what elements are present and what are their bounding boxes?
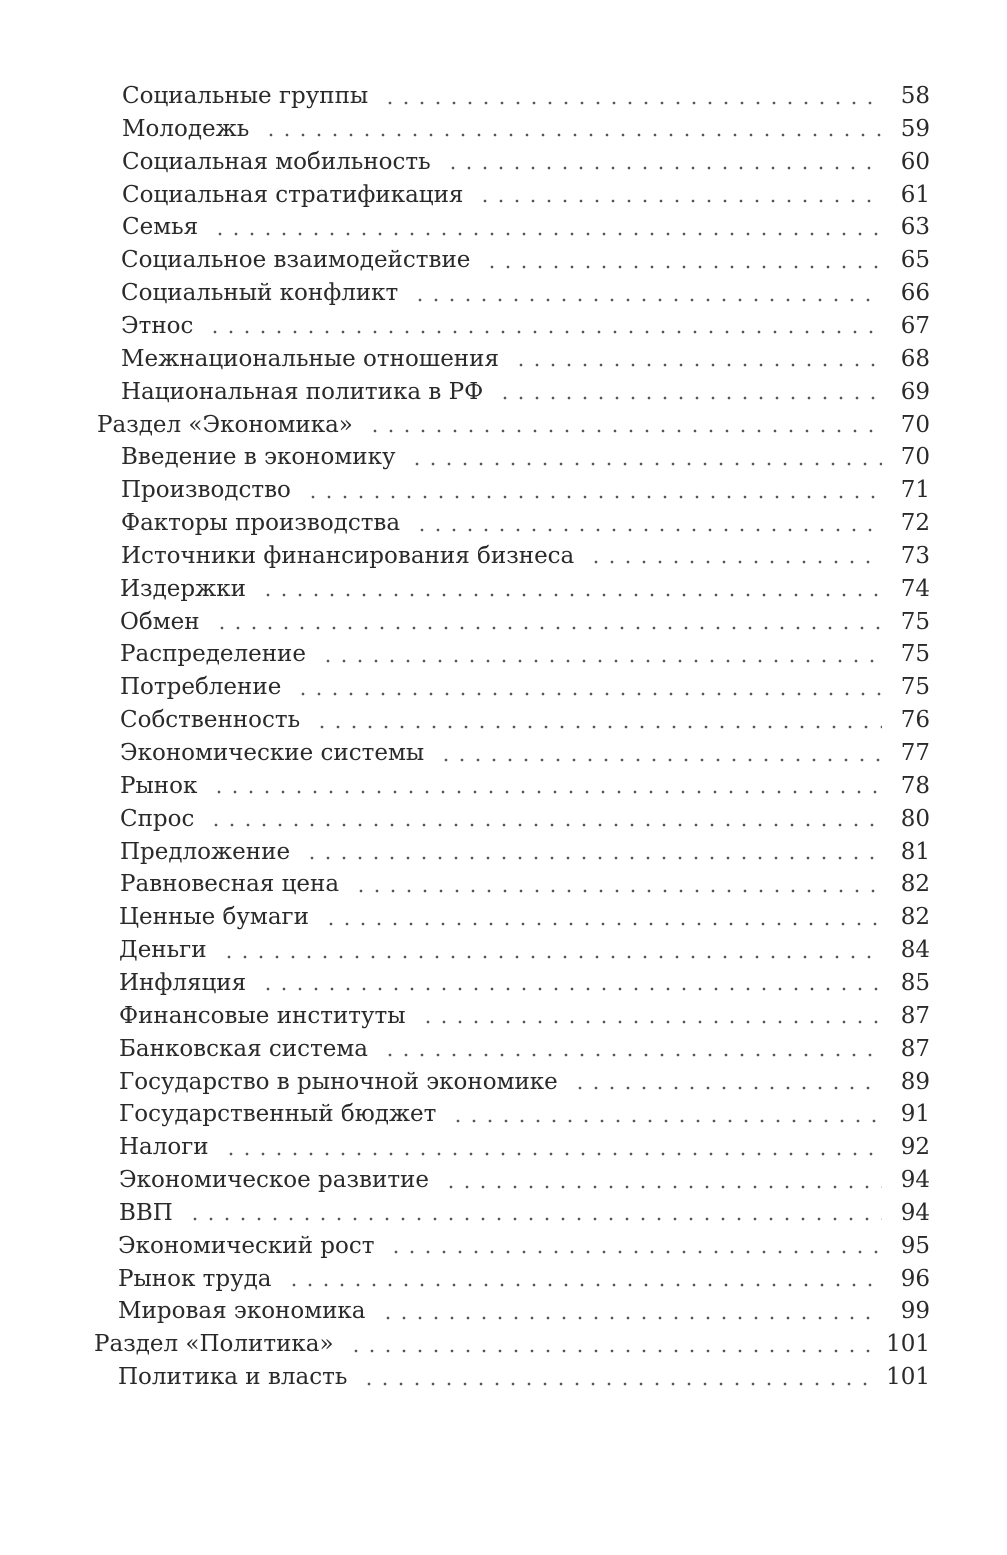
toc-dot-leader xyxy=(588,560,882,564)
toc-entry xyxy=(120,573,930,606)
toc-entry xyxy=(120,737,930,770)
toc-entry-title: Рынок труда xyxy=(118,1265,272,1292)
toc-section-entry xyxy=(94,1328,930,1361)
toc-entry xyxy=(120,803,930,836)
toc-dot-leader xyxy=(477,199,882,203)
toc-entry xyxy=(120,638,930,671)
toc-dot-leader xyxy=(286,1283,883,1287)
toc-entry-title: Инфляция xyxy=(119,969,247,996)
toc-entry xyxy=(119,1131,930,1164)
toc-entry xyxy=(119,901,930,934)
toc-entry xyxy=(121,310,930,343)
toc-dot-leader xyxy=(323,922,882,926)
toc-entry xyxy=(121,244,930,277)
toc-entry-page-number: 69 xyxy=(900,378,930,405)
toc-dot-leader xyxy=(263,133,882,137)
toc-dot-leader xyxy=(207,330,882,334)
toc-entry-title: Экономические системы xyxy=(120,740,425,766)
toc-entry-title: Социальное взаимодействие xyxy=(121,247,471,274)
toc-dot-leader xyxy=(450,1119,882,1123)
toc-entry-title: Государственный бюджет xyxy=(119,1101,437,1128)
toc-dot-leader xyxy=(353,889,882,893)
toc-dot-leader xyxy=(212,232,882,236)
toc-entry-page-number: 66 xyxy=(900,280,930,307)
toc-entry-page-number: 71 xyxy=(900,477,930,504)
toc-entry-title: Факторы производства xyxy=(121,510,401,537)
toc-entry-title: Распределение xyxy=(120,641,306,668)
toc-entry xyxy=(122,179,930,212)
toc-section-entry xyxy=(97,409,930,442)
toc-entry xyxy=(119,1033,930,1066)
toc-entry-title: Экономический рост xyxy=(118,1232,375,1259)
toc-dot-leader xyxy=(211,790,882,794)
toc-entry-page-number: 70 xyxy=(900,444,930,471)
toc-entry-title: Налоги xyxy=(119,1134,209,1161)
toc-entry-title: Банковская система xyxy=(119,1035,368,1062)
toc-entry-page-number: 72 xyxy=(900,510,930,537)
toc-dot-leader xyxy=(260,987,882,991)
toc-entry xyxy=(120,868,930,901)
toc-dot-leader xyxy=(443,1185,882,1189)
toc-dot-leader xyxy=(260,593,882,597)
toc-dot-leader xyxy=(484,265,882,269)
toc-entry-title: Межнациональные отношения xyxy=(121,345,499,372)
toc-entry-page-number: 65 xyxy=(900,247,930,274)
toc-entry xyxy=(121,507,930,540)
toc-entry-title: Потребление xyxy=(120,674,282,701)
toc-entry-title: Политика и власть xyxy=(118,1364,348,1391)
toc-entry-title: Мировая экономика xyxy=(118,1298,366,1325)
toc-dot-leader xyxy=(412,298,882,302)
toc-entry-page-number: 76 xyxy=(900,707,930,734)
toc-entry-page-number: 99 xyxy=(900,1298,930,1325)
toc-entry xyxy=(118,1295,930,1328)
toc-dot-leader xyxy=(187,1217,882,1221)
toc-entry-title: Социальные группы xyxy=(122,83,369,109)
toc-entry-page-number: 82 xyxy=(900,871,930,898)
toc-entry-title: Введение в экономику xyxy=(121,444,396,471)
toc-entry xyxy=(120,606,930,639)
toc-entry-title: Государство в рыночной экономике xyxy=(119,1068,558,1095)
toc-entry xyxy=(121,376,930,409)
toc-entry-page-number: 94 xyxy=(900,1167,930,1194)
toc-entry-title: Издержки xyxy=(120,575,246,602)
toc-entry-title: ВВП xyxy=(119,1199,173,1226)
toc-dot-leader xyxy=(497,396,882,400)
toc-entry-page-number: 73 xyxy=(900,542,930,569)
toc-dot-leader xyxy=(513,363,882,367)
toc-entry-page-number: 84 xyxy=(900,937,930,964)
toc-entry xyxy=(120,836,930,869)
toc-entry-page-number: 58 xyxy=(900,83,930,109)
toc-entry-page-number: 78 xyxy=(900,772,930,799)
toc-entry-title: Предложение xyxy=(120,838,291,865)
toc-entry-page-number: 74 xyxy=(900,575,930,602)
toc-entry-title: Раздел «Экономика» xyxy=(97,411,353,438)
toc-entry xyxy=(119,967,930,1000)
toc-entry-page-number: 75 xyxy=(900,608,930,635)
toc-entry-title: Рынок xyxy=(120,772,198,799)
toc-entry xyxy=(122,211,930,244)
toc-entry-title: Источники финансирования бизнеса xyxy=(121,542,575,569)
toc-entry-page-number: 91 xyxy=(900,1101,930,1128)
toc-entry-page-number: 94 xyxy=(900,1199,930,1226)
toc-entry-title: Национальная политика в РФ xyxy=(121,378,484,405)
toc-entry-title: Производство xyxy=(121,477,291,504)
toc-entry-title: Этнос xyxy=(121,312,194,339)
toc-dot-leader xyxy=(445,166,882,170)
toc-dot-leader xyxy=(382,1053,882,1057)
toc-dot-leader xyxy=(438,758,882,762)
toc-entry xyxy=(118,1361,930,1394)
toc-entry-page-number: 81 xyxy=(900,838,930,865)
toc-entry-page-number: 92 xyxy=(900,1134,930,1161)
toc-entry-page-number: 63 xyxy=(900,214,930,241)
toc-entry-title: Семья xyxy=(122,214,199,241)
toc-entry-title: Социальный конфликт xyxy=(121,280,399,307)
toc-entry-page-number: 61 xyxy=(900,181,930,208)
toc-entry-page-number: 87 xyxy=(900,1035,930,1062)
toc-dot-leader xyxy=(221,955,882,959)
toc-dot-leader xyxy=(314,725,882,729)
toc-entry-page-number: 95 xyxy=(900,1232,930,1259)
toc-entry-title: Равновесная цена xyxy=(120,871,340,898)
toc-entry xyxy=(122,80,930,113)
toc-dot-leader xyxy=(367,429,882,433)
toc-entry-page-number: 89 xyxy=(900,1068,930,1095)
toc-dot-leader xyxy=(305,495,882,499)
toc-entry-page-number: 77 xyxy=(900,740,930,766)
toc-entry-title: Молодежь xyxy=(122,115,250,142)
toc-dot-leader xyxy=(214,626,882,630)
toc-dot-leader xyxy=(361,1382,872,1386)
toc-dot-leader xyxy=(420,1020,882,1024)
toc-entry-page-number: 82 xyxy=(900,904,930,931)
toc-entry-title: Социальная мобильность xyxy=(122,148,431,175)
toc-entry-page-number: 87 xyxy=(900,1002,930,1029)
toc-entry xyxy=(118,1263,930,1296)
toc-entry-title: Раздел «Политика» xyxy=(94,1331,334,1358)
toc-entry xyxy=(121,474,930,507)
toc-dot-leader xyxy=(382,101,882,105)
toc-dot-leader xyxy=(223,1152,882,1156)
toc-entry xyxy=(119,1000,930,1033)
toc-entry xyxy=(121,277,930,310)
toc-entry-page-number: 70 xyxy=(900,411,930,438)
toc-entry-page-number: 60 xyxy=(900,148,930,175)
toc-entry-page-number: 75 xyxy=(900,674,930,701)
toc-entry-page-number: 67 xyxy=(900,312,930,339)
toc-entry xyxy=(118,1230,930,1263)
toc-entry xyxy=(119,1066,930,1099)
toc-entry-title: Обмен xyxy=(120,608,200,635)
toc-dot-leader xyxy=(208,823,882,827)
toc-dot-leader xyxy=(295,692,882,696)
toc-dot-leader xyxy=(572,1086,882,1090)
toc-dot-leader xyxy=(388,1250,882,1254)
toc-entry-page-number: 101 xyxy=(886,1331,930,1358)
toc-entry-title: Социальная стратификация xyxy=(122,181,464,208)
toc-dot-leader xyxy=(348,1349,873,1353)
toc-entry-page-number: 68 xyxy=(900,345,930,372)
toc-entry-title: Собственность xyxy=(120,707,301,734)
toc-entry xyxy=(122,113,930,146)
toc-entry-title: Финансовые институты xyxy=(119,1002,406,1029)
toc-entry xyxy=(122,146,930,179)
toc-entry-title: Деньги xyxy=(119,937,207,964)
toc-entry xyxy=(121,343,930,376)
toc-dot-leader xyxy=(414,528,882,532)
toc-entry-title: Спрос xyxy=(120,805,195,832)
toc-dot-leader xyxy=(320,659,882,663)
toc-entry xyxy=(119,1164,930,1197)
toc-entry xyxy=(119,934,930,967)
toc-entry-page-number: 101 xyxy=(886,1364,930,1391)
toc-entry xyxy=(119,1098,930,1131)
toc-dot-leader xyxy=(304,856,882,860)
toc-entry-page-number: 96 xyxy=(900,1265,930,1292)
toc-entry xyxy=(120,671,930,704)
toc-dot-leader xyxy=(380,1316,882,1320)
toc-entry-title: Ценные бумаги xyxy=(119,904,309,931)
toc-entry xyxy=(120,704,930,737)
toc-entry-page-number: 85 xyxy=(900,969,930,996)
toc-entry xyxy=(119,1197,930,1230)
toc-entry xyxy=(120,770,930,803)
toc-entry-title: Экономическое развитие xyxy=(119,1167,429,1194)
toc-entry-page-number: 59 xyxy=(900,115,930,142)
toc-entry-page-number: 80 xyxy=(900,805,930,832)
toc-entry xyxy=(121,540,930,573)
toc-entry xyxy=(121,441,930,474)
toc-entry-page-number: 75 xyxy=(900,641,930,668)
toc-dot-leader xyxy=(409,462,882,466)
